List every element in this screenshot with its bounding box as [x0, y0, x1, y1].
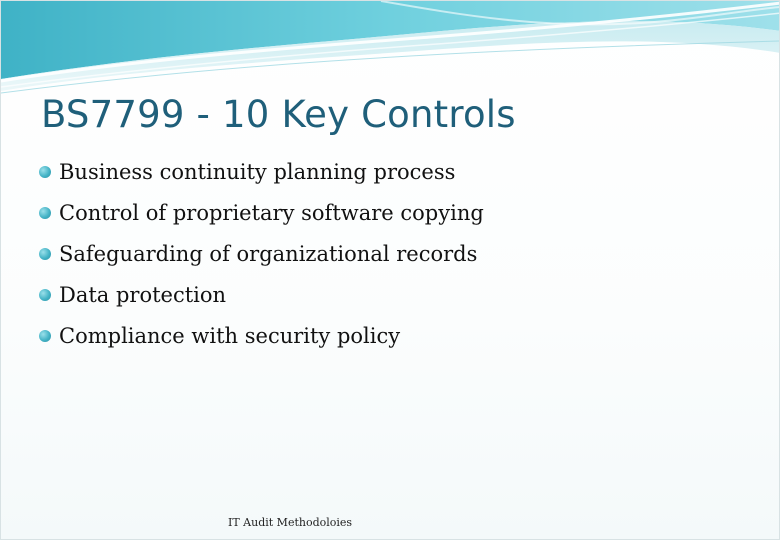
bullet-text: Safeguarding of organizational records — [59, 241, 478, 266]
header-swoosh-decoration — [1, 1, 780, 101]
list-item — [39, 274, 484, 315]
list-item — [39, 315, 484, 356]
bullet-text: Control of proprietary software copying — [59, 200, 484, 225]
list-item — [39, 233, 484, 274]
bullet-dot-icon — [39, 207, 51, 219]
bullet-dot-icon — [39, 248, 51, 260]
bullet-text: Business continuity planning process — [59, 159, 456, 184]
list-item — [39, 151, 484, 192]
bullet-dot-icon — [39, 166, 51, 178]
bullet-text: Compliance with security policy — [59, 323, 401, 348]
slide-footer: IT Audit Methodoloies — [228, 516, 353, 529]
slide-title: BS7799 - 10 Key Controls — [41, 93, 516, 136]
bullet-list — [39, 151, 484, 356]
bullet-text: Data protection — [59, 282, 227, 307]
list-item — [39, 192, 484, 233]
bullet-dot-icon — [39, 289, 51, 301]
bullet-dot-icon — [39, 330, 51, 342]
